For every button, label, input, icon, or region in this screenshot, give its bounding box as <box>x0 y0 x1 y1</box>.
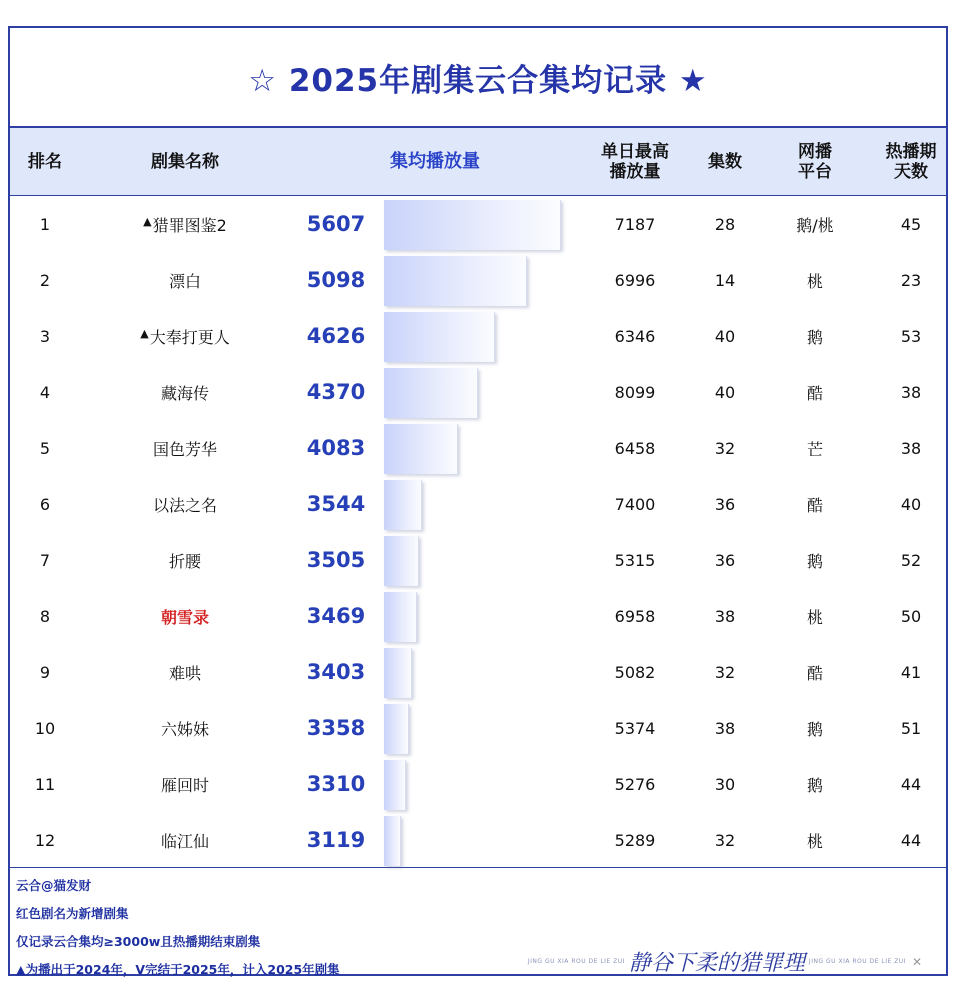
series-name-cell <box>100 420 270 476</box>
table-header <box>10 128 946 196</box>
days-cell: 50 <box>900 606 922 626</box>
avg-views-bar <box>384 256 527 306</box>
episodes-cell: 32 <box>714 662 736 682</box>
header-days <box>866 128 956 196</box>
header-platform <box>770 128 860 196</box>
days-cell: 41 <box>900 662 922 682</box>
series-name-cell <box>100 588 270 644</box>
episodes-cell: 36 <box>714 550 736 570</box>
series-name: 漂白 <box>168 271 201 291</box>
platform-cell: 芒 <box>806 439 823 459</box>
peak-views-cell: 7400 <box>614 494 656 514</box>
table-row <box>10 476 946 532</box>
avg-views-bar <box>384 200 561 250</box>
days-cell: 38 <box>900 438 922 458</box>
days-cell: 52 <box>900 550 922 570</box>
header-episodes: 集数 <box>708 152 742 172</box>
platform-cell: 鹅 <box>806 327 823 347</box>
avg-views-label: 3403 <box>306 660 366 684</box>
series-name: 雁回时 <box>160 775 209 795</box>
platform-cell: 酷 <box>806 383 823 403</box>
table-row <box>10 644 946 700</box>
peak-views-cell: 6958 <box>614 606 656 626</box>
avg-views-label: 3544 <box>306 492 366 516</box>
episodes-cell: 38 <box>714 606 736 626</box>
rank-cell: 5 <box>39 438 51 458</box>
note-source: 云合@猫发财 <box>16 878 92 893</box>
platform-cell: 鹅 <box>806 775 823 795</box>
header-days-line1: 热播期 <box>885 142 937 162</box>
rank-cell: 1 <box>39 214 51 234</box>
peak-views-cell: 6996 <box>614 270 656 290</box>
rank-cell: 7 <box>39 550 51 570</box>
avg-views-label: 5098 <box>306 268 366 292</box>
header-rank: 排名 <box>28 152 62 172</box>
series-name-cell <box>100 252 270 308</box>
series-name-cell <box>100 644 270 700</box>
avg-views-label: 4370 <box>306 380 366 404</box>
note-red-legend: 红色剧名为新增剧集 <box>16 906 129 921</box>
peak-views-cell: 6346 <box>614 326 656 346</box>
header-platform-line1: 网播 <box>798 142 832 162</box>
triangle-marker: ▲ <box>140 326 149 340</box>
avg-views-bar <box>384 368 478 418</box>
avg-views-label: 5607 <box>306 212 366 236</box>
platform-cell: 桃 <box>806 831 823 851</box>
days-cell: 44 <box>900 830 922 850</box>
avg-views-label: 4626 <box>306 324 366 348</box>
avg-views-bar <box>384 760 406 810</box>
header-peak-line2: 播放量 <box>609 162 661 182</box>
rank-cell: 4 <box>39 382 51 402</box>
episodes-cell: 36 <box>714 494 736 514</box>
signature-script: 静谷下柔的猎罪理 <box>628 951 805 976</box>
chart-title: ☆ 2025年剧集云合集均记录 ★ <box>248 62 708 99</box>
rank-cell: 10 <box>34 718 56 738</box>
signature-small-right: JING GU XIA ROU DE LIE ZUI <box>808 958 906 965</box>
days-cell: 44 <box>900 774 922 794</box>
rank-cell: 2 <box>39 270 51 290</box>
series-name-cell <box>100 812 270 868</box>
header-days-line2: 天数 <box>894 162 928 182</box>
series-name-cell <box>100 196 270 252</box>
table-body <box>10 196 946 868</box>
footer-notes <box>10 870 946 977</box>
avg-views-label: 3119 <box>306 828 366 852</box>
title-bar <box>10 28 946 128</box>
note-triangle-legend: ▲为播出于2024年，V完结于2025年，计入2025年剧集 <box>16 962 340 977</box>
series-name-cell <box>100 532 270 588</box>
avg-views-bar <box>384 648 412 698</box>
rank-cell: 6 <box>39 494 51 514</box>
signature-small-left: JING GU XIA ROU DE LIE ZUI <box>527 958 625 965</box>
header-name: 剧集名称 <box>151 152 219 172</box>
header-peak <box>580 128 690 196</box>
episodes-cell: 38 <box>714 718 736 738</box>
close-icon[interactable]: ✕ <box>911 954 922 969</box>
table-row <box>10 364 946 420</box>
episodes-cell: 40 <box>714 382 736 402</box>
platform-cell: 鹅 <box>806 719 823 739</box>
series-name-cell <box>100 700 270 756</box>
episodes-cell: 32 <box>714 438 736 458</box>
series-name: 大奉打更人 <box>149 327 230 347</box>
days-cell: 53 <box>900 326 922 346</box>
note-criteria: 仅记录云合集均≥3000w且热播期结束剧集 <box>16 934 261 949</box>
platform-cell: 酷 <box>806 495 823 515</box>
episodes-cell: 40 <box>714 326 736 346</box>
triangle-marker: ▲ <box>143 214 152 228</box>
days-cell: 51 <box>900 718 922 738</box>
series-name: 藏海传 <box>160 383 209 403</box>
table-row <box>10 588 946 644</box>
avg-views-label: 3505 <box>306 548 366 572</box>
peak-views-cell: 5082 <box>614 662 656 682</box>
table-row <box>10 196 946 252</box>
days-cell: 40 <box>900 494 922 514</box>
avg-views-bar <box>384 536 419 586</box>
rank-cell: 12 <box>34 830 56 850</box>
avg-views-bar <box>384 312 495 362</box>
series-name: 六姊妹 <box>160 719 209 739</box>
avg-views-bar <box>384 480 422 530</box>
days-cell: 38 <box>900 382 922 402</box>
series-name-cell <box>100 364 270 420</box>
peak-views-cell: 5276 <box>614 774 656 794</box>
avg-views-label: 4083 <box>306 436 366 460</box>
table-row <box>10 252 946 308</box>
platform-cell: 桃 <box>806 271 823 291</box>
series-name: 折腰 <box>168 551 201 571</box>
days-cell: 23 <box>900 270 922 290</box>
series-name-cell <box>100 476 270 532</box>
table-row <box>10 756 946 812</box>
table-row <box>10 700 946 756</box>
rank-cell: 11 <box>34 774 56 794</box>
platform-cell: 鹅 <box>806 551 823 571</box>
table-row <box>10 812 946 868</box>
series-name: 以法之名 <box>152 495 217 515</box>
series-name: 朝雪录 <box>160 607 209 627</box>
episodes-cell: 14 <box>714 270 736 290</box>
peak-views-cell: 6458 <box>614 438 656 458</box>
series-name: 猎罪图鉴2 <box>152 215 227 235</box>
rank-cell: 3 <box>39 326 51 346</box>
days-cell: 45 <box>900 214 922 234</box>
avg-views-label: 3358 <box>306 716 366 740</box>
peak-views-cell: 7187 <box>614 214 656 234</box>
header-peak-line1: 单日最高 <box>601 142 669 162</box>
header-platform-line2: 平台 <box>798 162 832 182</box>
chart-frame <box>8 26 948 976</box>
header-avg-views: 集均播放量 <box>390 151 480 172</box>
table-row <box>10 308 946 364</box>
table-row <box>10 420 946 476</box>
series-name-cell <box>100 756 270 812</box>
peak-views-cell: 5289 <box>614 830 656 850</box>
episodes-cell: 28 <box>714 214 736 234</box>
rank-cell: 9 <box>39 662 51 682</box>
avg-views-bar <box>384 424 458 474</box>
avg-views-bar <box>384 704 409 754</box>
avg-views-label: 3310 <box>306 772 366 796</box>
platform-cell: 酷 <box>806 663 823 683</box>
peak-views-cell: 5315 <box>614 550 656 570</box>
platform-cell: 桃 <box>806 607 823 627</box>
rank-cell: 8 <box>39 606 51 626</box>
episodes-cell: 30 <box>714 774 736 794</box>
avg-views-bar <box>384 592 417 642</box>
series-name: 临江仙 <box>160 831 209 851</box>
series-name: 国色芳华 <box>152 439 217 459</box>
avg-views-bar <box>384 816 401 866</box>
table-row <box>10 532 946 588</box>
platform-cell: 鹅/桃 <box>796 215 834 235</box>
peak-views-cell: 5374 <box>614 718 656 738</box>
peak-views-cell: 8099 <box>614 382 656 402</box>
signature <box>528 946 922 977</box>
series-name: 难哄 <box>168 663 201 683</box>
series-name-cell <box>100 308 270 364</box>
avg-views-label: 3469 <box>306 604 366 628</box>
episodes-cell: 32 <box>714 830 736 850</box>
